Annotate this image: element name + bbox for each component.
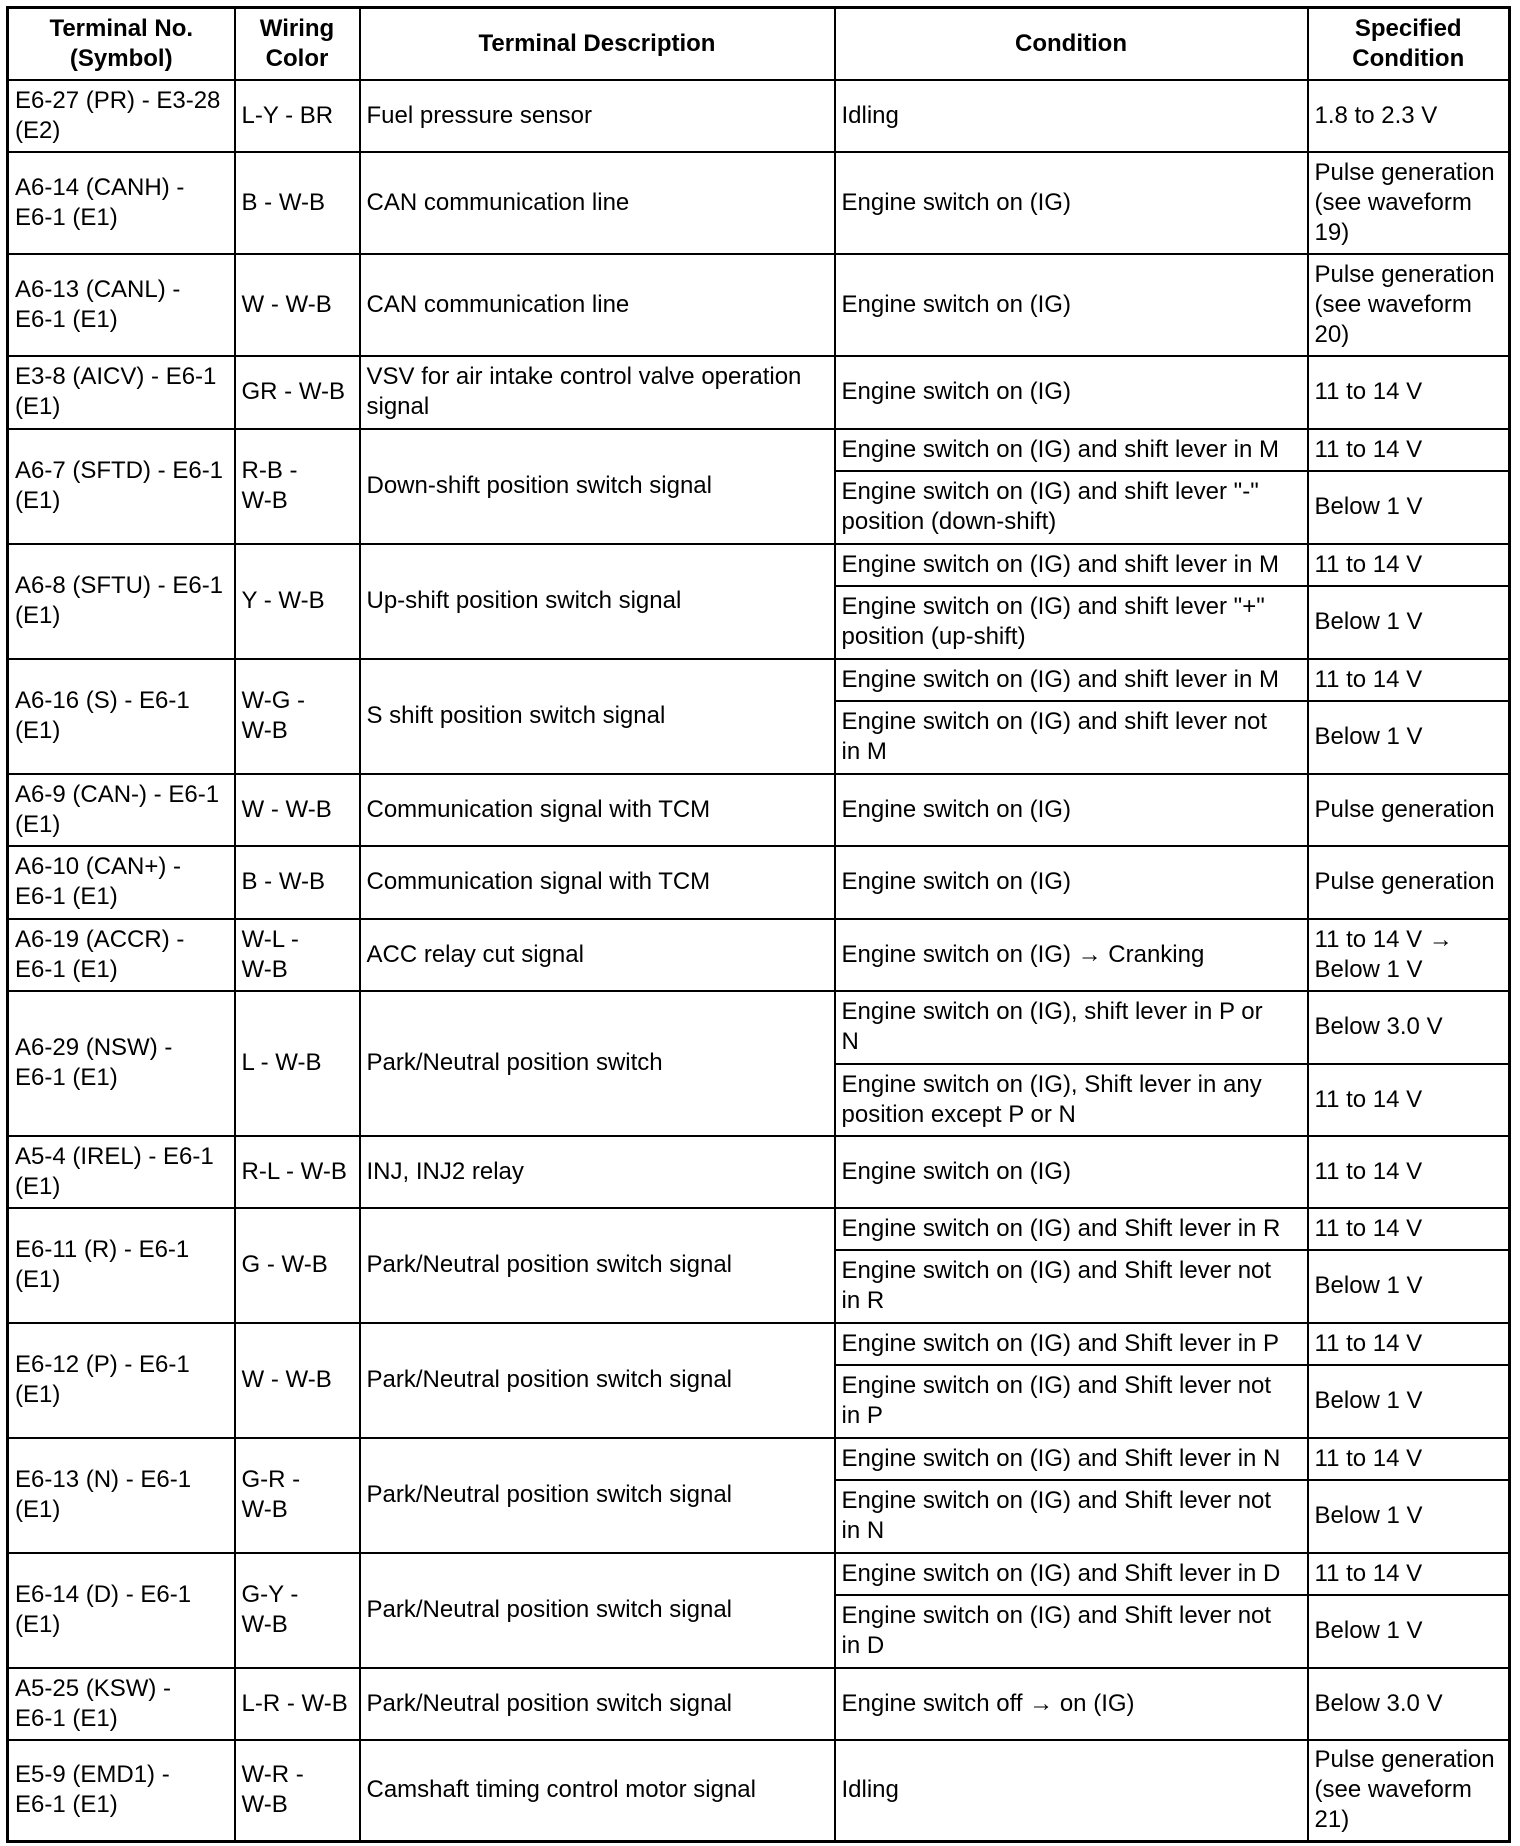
specified-condition-cell: 11 to 14 V [1308, 1323, 1510, 1365]
wiring-color-cell: W-G - W-B [235, 659, 360, 774]
table-row [8, 774, 1510, 846]
description-cell: CAN communication line [360, 152, 835, 254]
specified-condition-cell: Below 1 V [1308, 1365, 1510, 1438]
terminal-cell: E6-12 (P) - E6-1 (E1) [8, 1323, 235, 1438]
condition-cell: Engine switch on (IG) [835, 356, 1308, 429]
condition-cell: Engine switch on (IG) [835, 1136, 1308, 1208]
condition-cell: Engine switch on (IG) and Shift lever in R [835, 1208, 1308, 1250]
description-cell: Park/Neutral position switch signal [360, 1323, 835, 1438]
specified-condition-cell: Below 1 V [1308, 1595, 1510, 1668]
table-row [8, 1553, 1510, 1595]
specified-condition-cell: Pulse generation (see waveform 21) [1308, 1740, 1510, 1842]
description-cell: S shift position switch signal [360, 659, 835, 774]
condition-cell: Idling [835, 1740, 1308, 1842]
condition-cell: Engine switch on (IG) and shift lever in M [835, 429, 1308, 471]
condition-cell: Engine switch on (IG) and shift lever in M [835, 659, 1308, 701]
condition-cell: Engine switch on (IG) [835, 846, 1308, 919]
condition-cell: Engine switch on (IG) and shift lever in M [835, 544, 1308, 586]
table-row [8, 1136, 1510, 1208]
header-row [8, 8, 1510, 80]
wiring-color-cell: W - W-B [235, 774, 360, 846]
description-cell: INJ, INJ2 relay [360, 1136, 835, 1208]
condition-cell: Engine switch on (IG) [835, 774, 1308, 846]
description-cell: VSV for air intake control valve operation signal [360, 356, 835, 429]
terminal-cell: E5-9 (EMD1) - E6-1 (E1) [8, 1740, 235, 1842]
terminal-cell: A6-8 (SFTU) - E6-1 (E1) [8, 544, 235, 659]
specified-condition-cell: Below 1 V [1308, 1250, 1510, 1323]
terminal-cell: E3-8 (AICV) - E6-1 (E1) [8, 356, 235, 429]
table-row [8, 254, 1510, 356]
wiring-color-cell: L-R - W-B [235, 1668, 360, 1740]
wiring-color-cell: L-Y - BR [235, 80, 360, 152]
terminal-cell: A6-19 (ACCR) - E6-1 (E1) [8, 919, 235, 991]
table-row [8, 152, 1510, 254]
description-cell: Park/Neutral position switch [360, 991, 835, 1136]
table-row [8, 429, 1510, 471]
table-row [8, 919, 1510, 991]
description-cell: Park/Neutral position switch signal [360, 1553, 835, 1668]
header-condition: Condition [835, 8, 1308, 80]
wiring-color-cell: L - W-B [235, 991, 360, 1136]
table-row [8, 846, 1510, 919]
condition-cell: Idling [835, 80, 1308, 152]
specified-condition-cell: 11 to 14 V [1308, 1064, 1510, 1136]
wiring-color-cell: W - W-B [235, 254, 360, 356]
wiring-color-cell: W - W-B [235, 1323, 360, 1438]
specified-condition-cell: 11 to 14 V [1308, 659, 1510, 701]
condition-cell: Engine switch on (IG) and shift lever "-" position (down-shift) [835, 471, 1308, 544]
wiring-color-cell: R-B - W-B [235, 429, 360, 544]
table-row [8, 1208, 1510, 1250]
condition-cell: Engine switch on (IG) and shift lever not in M [835, 701, 1308, 774]
table-row [8, 659, 1510, 701]
specified-condition-cell: 11 to 14 V → Below 1 V [1308, 919, 1510, 991]
condition-cell: Engine switch on (IG) and Shift lever not in N [835, 1480, 1308, 1553]
table-row [8, 544, 1510, 586]
table-row [8, 80, 1510, 152]
specified-condition-cell: Below 1 V [1308, 586, 1510, 659]
description-cell: Up-shift position switch signal [360, 544, 835, 659]
specified-condition-cell: 11 to 14 V [1308, 1136, 1510, 1208]
condition-cell: Engine switch on (IG) and Shift lever not in D [835, 1595, 1308, 1668]
specified-condition-cell: 11 to 14 V [1308, 356, 1510, 429]
wiring-color-cell: W-L - W-B [235, 919, 360, 991]
table-row [8, 991, 1510, 1064]
terminal-cell: A6-16 (S) - E6-1 (E1) [8, 659, 235, 774]
description-cell: Park/Neutral position switch signal [360, 1668, 835, 1740]
specified-condition-cell: 11 to 14 V [1308, 1208, 1510, 1250]
terminal-cell: E6-14 (D) - E6-1 (E1) [8, 1553, 235, 1668]
terminal-cell: A5-4 (IREL) - E6-1 (E1) [8, 1136, 235, 1208]
condition-cell: Engine switch on (IG) [835, 152, 1308, 254]
condition-cell: Engine switch off → on (IG) [835, 1668, 1308, 1740]
table-row [8, 1740, 1510, 1842]
specified-condition-cell: Below 1 V [1308, 1480, 1510, 1553]
wiring-color-cell: G-R - W-B [235, 1438, 360, 1553]
condition-cell: Engine switch on (IG), Shift lever in any position except P or N [835, 1064, 1308, 1136]
terminal-cell: A6-29 (NSW) - E6-1 (E1) [8, 991, 235, 1136]
specified-condition-cell: Pulse generation [1308, 774, 1510, 846]
table-row [8, 356, 1510, 429]
condition-cell: Engine switch on (IG) and Shift lever in D [835, 1553, 1308, 1595]
description-cell: Park/Neutral position switch signal [360, 1438, 835, 1553]
terminal-cell: A6-9 (CAN-) - E6-1 (E1) [8, 774, 235, 846]
table-row [8, 1438, 1510, 1480]
condition-cell: Engine switch on (IG) and shift lever "+" position (up-shift) [835, 586, 1308, 659]
condition-cell: Engine switch on (IG) and Shift lever not in P [835, 1365, 1308, 1438]
specified-condition-cell: 11 to 14 V [1308, 544, 1510, 586]
condition-cell: Engine switch on (IG) [835, 254, 1308, 356]
condition-cell: Engine switch on (IG) and Shift lever in P [835, 1323, 1308, 1365]
wiring-color-cell: Y - W-B [235, 544, 360, 659]
wiring-color-cell: G-Y - W-B [235, 1553, 360, 1668]
terminal-cell: A6-14 (CANH) - E6-1 (E1) [8, 152, 235, 254]
condition-cell: Engine switch on (IG) → Cranking [835, 919, 1308, 991]
header-description: Terminal Description [360, 8, 835, 80]
description-cell: CAN communication line [360, 254, 835, 356]
specified-condition-cell: Pulse generation [1308, 846, 1510, 919]
terminal-cell: A6-13 (CANL) - E6-1 (E1) [8, 254, 235, 356]
specified-condition-cell: 11 to 14 V [1308, 1553, 1510, 1595]
specified-condition-cell: Below 1 V [1308, 471, 1510, 544]
specified-condition-cell: Pulse generation (see waveform 19) [1308, 152, 1510, 254]
terminal-cell: A5-25 (KSW) - E6-1 (E1) [8, 1668, 235, 1740]
specified-condition-cell: Below 3.0 V [1308, 1668, 1510, 1740]
wiring-color-cell: G - W-B [235, 1208, 360, 1323]
wiring-color-cell: B - W-B [235, 846, 360, 919]
description-cell: Down-shift position switch signal [360, 429, 835, 544]
description-cell: Communication signal with TCM [360, 846, 835, 919]
specified-condition-cell: 11 to 14 V [1308, 429, 1510, 471]
terminal-cell: E6-13 (N) - E6-1 (E1) [8, 1438, 235, 1553]
table-row [8, 1668, 1510, 1740]
specified-condition-cell: 11 to 14 V [1308, 1438, 1510, 1480]
description-cell: Park/Neutral position switch signal [360, 1208, 835, 1323]
terminal-table [6, 6, 1511, 1843]
description-cell: Camshaft timing control motor signal [360, 1740, 835, 1842]
description-cell: ACC relay cut signal [360, 919, 835, 991]
condition-cell: Engine switch on (IG) and Shift lever in N [835, 1438, 1308, 1480]
wiring-color-cell: B - W-B [235, 152, 360, 254]
header-spec: Specified Condition [1308, 8, 1510, 80]
terminal-cell: A6-10 (CAN+) - E6-1 (E1) [8, 846, 235, 919]
wiring-color-cell: W-R - W-B [235, 1740, 360, 1842]
description-cell: Communication signal with TCM [360, 774, 835, 846]
wiring-color-cell: GR - W-B [235, 356, 360, 429]
condition-cell: Engine switch on (IG), shift lever in P or N [835, 991, 1308, 1064]
header-wiring: Wiring Color [235, 8, 360, 80]
terminal-cell: E6-11 (R) - E6-1 (E1) [8, 1208, 235, 1323]
specified-condition-cell: Pulse generation (see waveform 20) [1308, 254, 1510, 356]
specified-condition-cell: 1.8 to 2.3 V [1308, 80, 1510, 152]
specified-condition-cell: Below 3.0 V [1308, 991, 1510, 1064]
table-body [8, 80, 1510, 1842]
terminal-cell: A6-7 (SFTD) - E6-1 (E1) [8, 429, 235, 544]
description-cell: Fuel pressure sensor [360, 80, 835, 152]
header-terminal: Terminal No. (Symbol) [8, 8, 235, 80]
condition-cell: Engine switch on (IG) and Shift lever not in R [835, 1250, 1308, 1323]
table-row [8, 1323, 1510, 1365]
wiring-color-cell: R-L - W-B [235, 1136, 360, 1208]
terminal-cell: E6-27 (PR) - E3-28 (E2) [8, 80, 235, 152]
specified-condition-cell: Below 1 V [1308, 701, 1510, 774]
